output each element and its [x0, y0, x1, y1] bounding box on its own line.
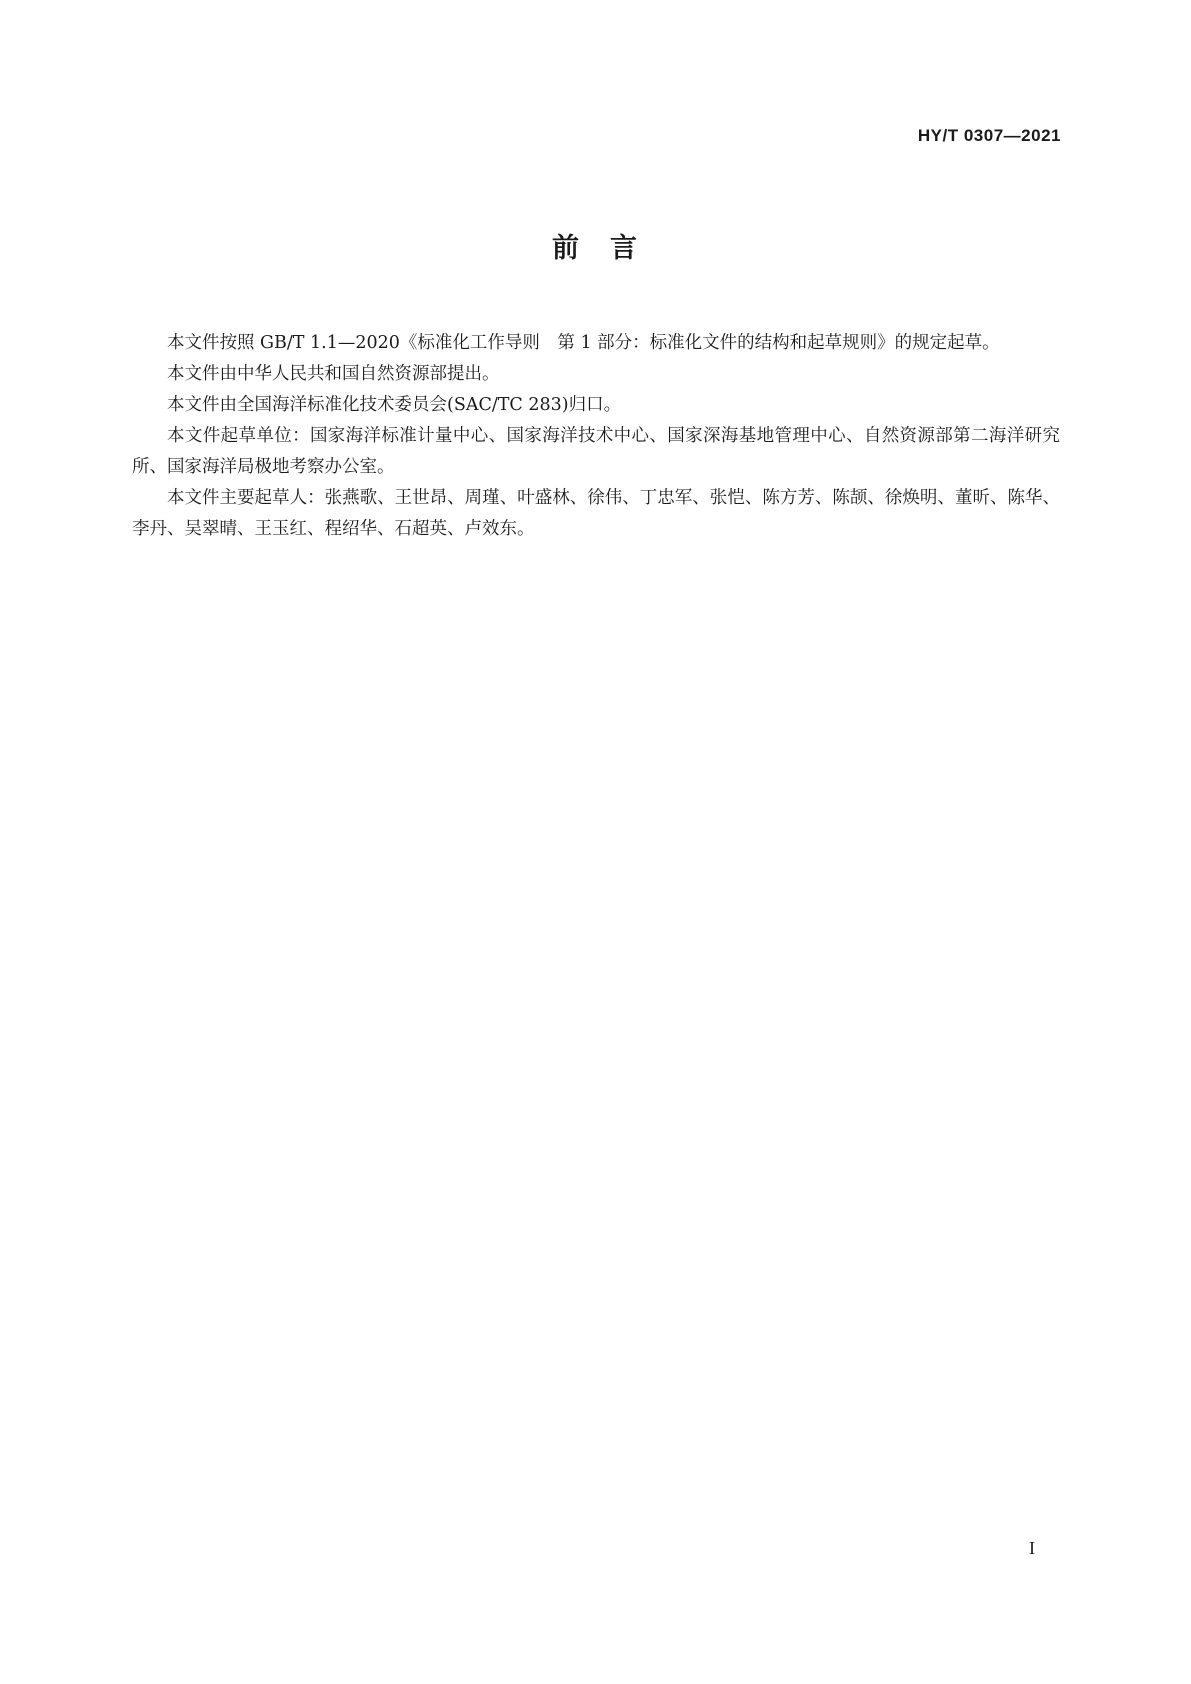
paragraph-proposer: 本文件由中华人民共和国自然资源部提出。	[167, 364, 500, 384]
paragraph-drafters: 本文件主要起草人：张燕歌、王世昂、周瑾、叶盛林、徐伟、丁忠军、张恺、陈方芳、陈颉、徐焕明、董昕、陈华、李丹、吴翠晴、王玉红、程绍华、石超英、卢效东。	[132, 488, 1060, 539]
paragraph-drafting-organizations: 本文件起草单位：国家海洋标准计量中心、国家海洋技术中心、国家深海基地管理中心、自然资源部第二海洋研究所、国家海洋局极地考察办公室。	[132, 426, 1060, 477]
document-code: HY/T 0307—2021	[917, 126, 1061, 145]
foreword-body	[132, 328, 1060, 545]
paragraph-drafting-rules: 本文件按照 GB/T 1.1—2020《标准化工作导则 第 1 部分：标准化文件的结构和起草规则》的规定起草。	[167, 333, 1000, 353]
page-number: I	[1029, 1538, 1035, 1558]
page-title: 前 言	[552, 233, 639, 264]
paragraph-centralized-unit: 本文件由全国海洋标准化技术委员会(SAC/TC 283)归口。	[167, 395, 622, 415]
